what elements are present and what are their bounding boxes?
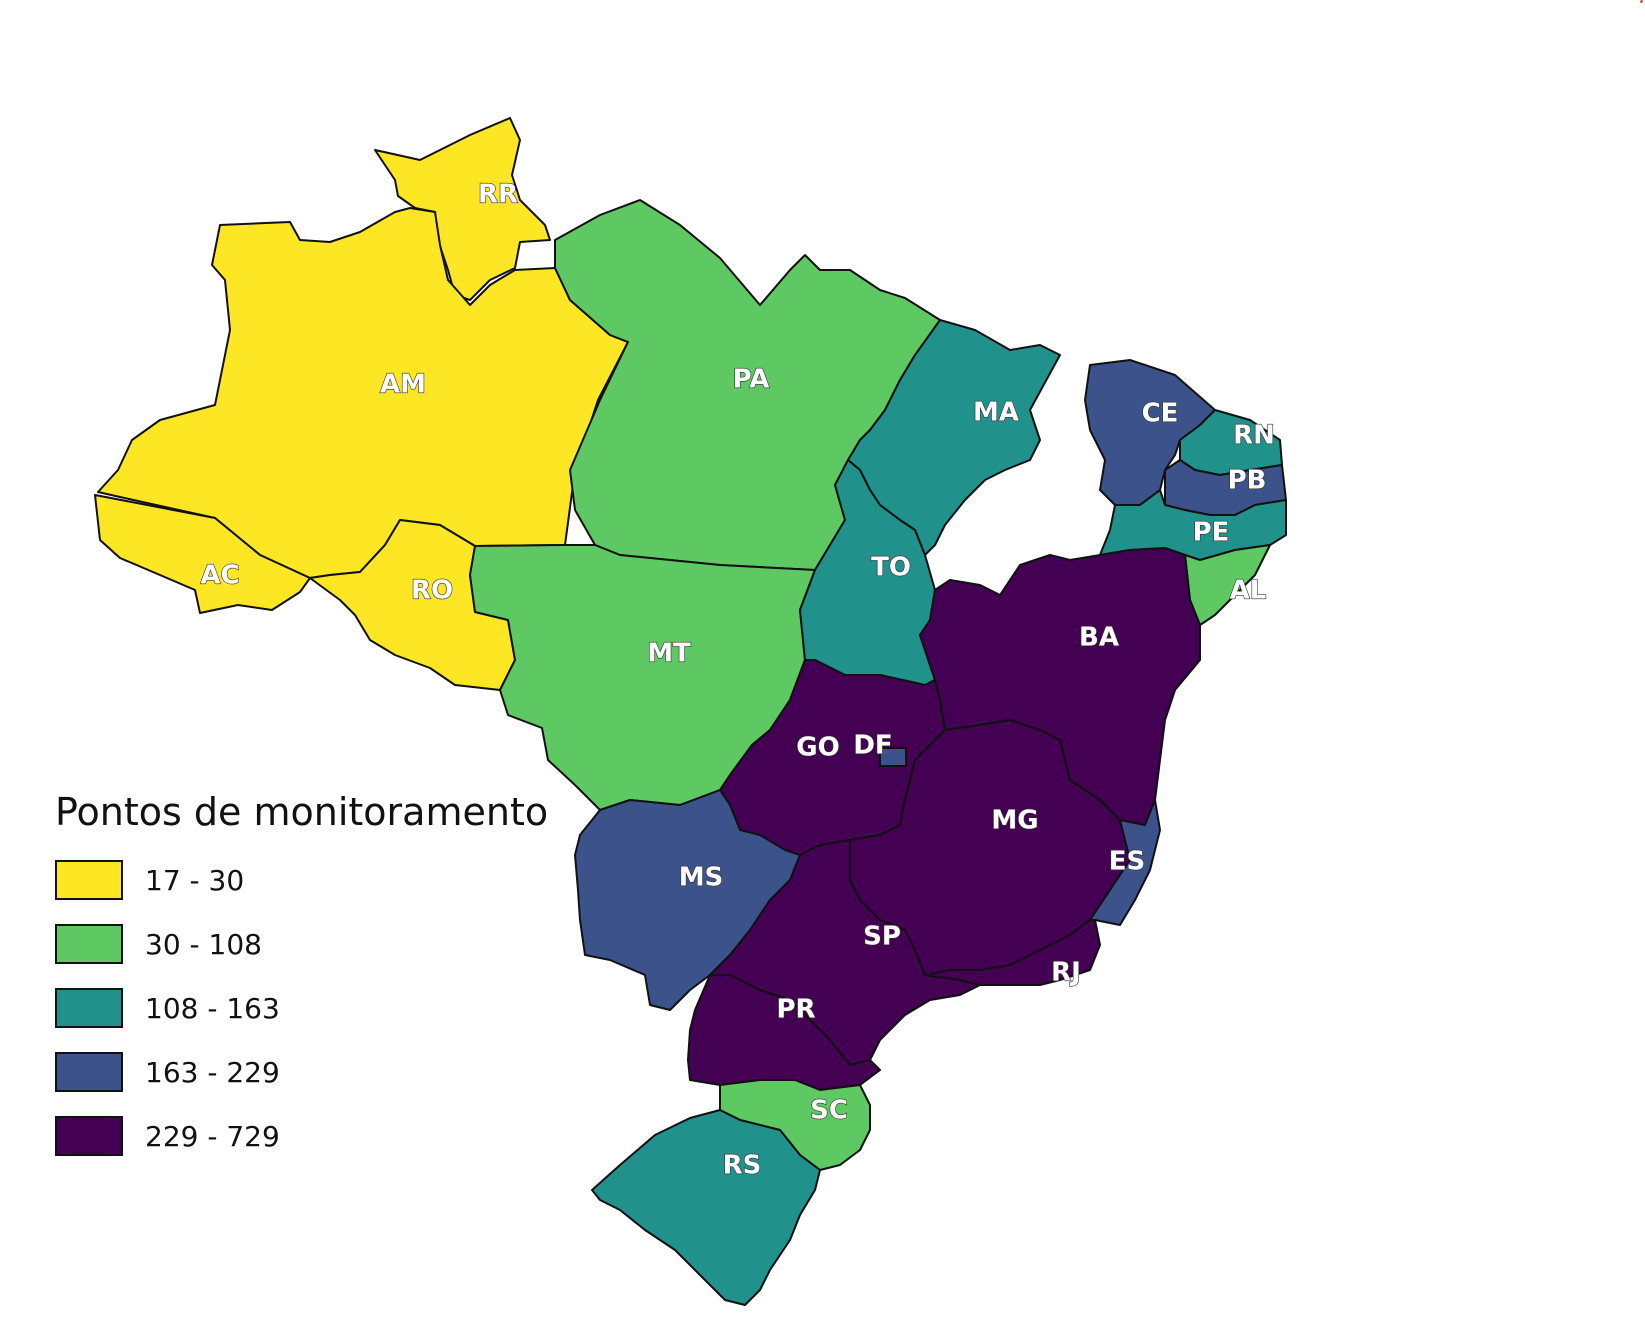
legend-title: Pontos de monitoramento xyxy=(55,790,549,834)
legend xyxy=(55,790,575,1168)
label-AC: AC xyxy=(200,560,240,591)
label-DF: DF xyxy=(853,730,893,761)
label-RO: RO xyxy=(410,575,454,606)
label-PA: PA xyxy=(732,364,770,395)
corner-dot xyxy=(1640,0,1643,3)
label-PR: PR xyxy=(776,994,816,1025)
label-MG: MG xyxy=(991,805,1039,836)
label-RR: RR xyxy=(477,179,519,210)
state-RS[interactable] xyxy=(592,1110,820,1305)
legend-swatch xyxy=(55,1116,123,1156)
label-RJ: RJ xyxy=(1051,957,1081,988)
legend-label: 30 - 108 xyxy=(145,927,262,961)
legend-item xyxy=(55,1040,575,1104)
legend-label: 108 - 163 xyxy=(145,991,280,1025)
label-PB: PB xyxy=(1227,465,1267,496)
label-TO: TO xyxy=(871,552,911,583)
legend-swatch xyxy=(55,860,123,900)
label-RN: RN xyxy=(1233,420,1275,451)
legend-label: 229 - 729 xyxy=(145,1119,280,1153)
legend-item xyxy=(55,976,575,1040)
label-AM: AM xyxy=(380,369,426,400)
label-MT: MT xyxy=(647,638,691,669)
label-SP: SP xyxy=(863,921,901,952)
label-GO: GO xyxy=(796,732,840,763)
label-ES: ES xyxy=(1108,846,1146,877)
label-AL: AL xyxy=(1229,575,1267,606)
legend-swatch xyxy=(55,1052,123,1092)
legend-label: 163 - 229 xyxy=(145,1055,280,1089)
label-CE: CE xyxy=(1141,398,1179,429)
legend-item xyxy=(55,848,575,912)
legend-item xyxy=(55,1104,575,1168)
label-MA: MA xyxy=(973,397,1019,428)
label-PE: PE xyxy=(1192,517,1230,548)
label-MS: MS xyxy=(678,862,724,893)
label-SC: SC xyxy=(810,1095,848,1126)
label-RS: RS xyxy=(722,1150,762,1181)
label-BA: BA xyxy=(1079,622,1119,653)
legend-swatch xyxy=(55,988,123,1028)
legend-label: 17 - 30 xyxy=(145,863,245,897)
legend-swatch xyxy=(55,924,123,964)
legend-item xyxy=(55,912,575,976)
